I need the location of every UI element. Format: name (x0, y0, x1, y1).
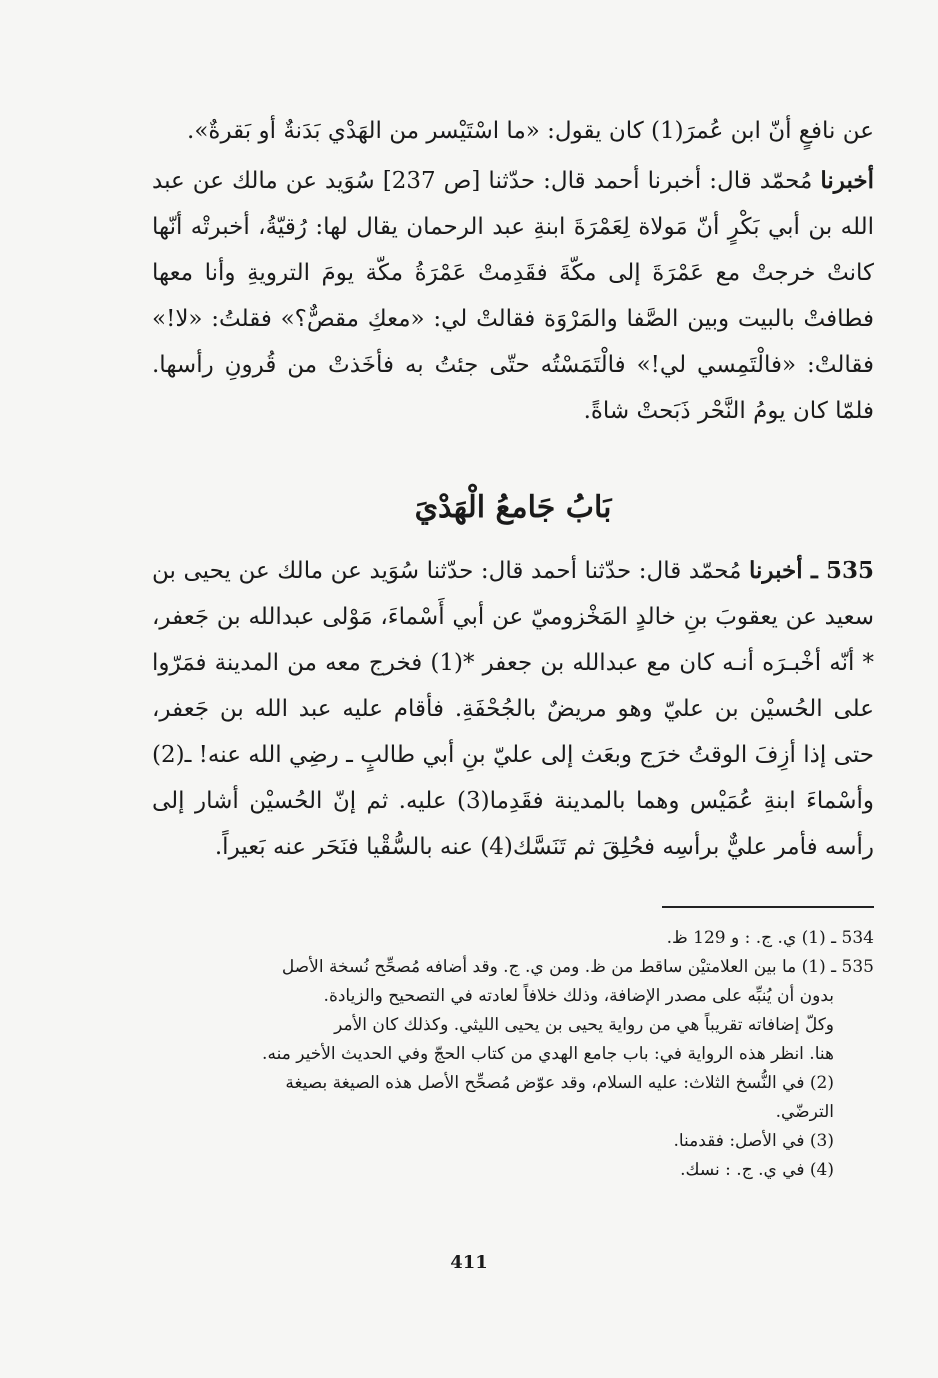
intro-line: عن نافعٍ أنّ ابن عُمرَ(1) كان يقول: «ما اسْتَيْسر من الهَدْي بَدَنةٌ أو بَقرةٌ». (187, 118, 874, 144)
footnote-line: (4) في ي. ج. : نسك. (680, 1160, 834, 1180)
section-title: بَابُ جَامعُ الْهَدْيَ (414, 490, 612, 525)
paragraph-535 (152, 548, 874, 870)
footnote-line: 534 ـ (1) ي. ج. : و 129 ظ. (666, 928, 874, 948)
hadith-number: 535 (825, 557, 874, 584)
footnote-separator (662, 906, 874, 908)
footnote-line: (3) في الأصل: فقدمنا. (673, 1131, 834, 1151)
footnote-line: هنا. انظر هذه الرواية في: باب جامع الهدي من كتاب الحجّ وفي الحديث الأخير منه. (262, 1044, 834, 1064)
paragraph-text: مُحمّد قال: حدّثنا أحمد قال: حدّثنا سُوَيد عن مالك عن يحيى بن سعيد عن يعقوبَ بنِ خالدٍ المَخْزوميّ عن أبي أَسْماءَ، مَوْلى عبدالله بن جَعفر، * أنّه أخْبـرَه أنـه كان مع عبدالله بن جعفر *(1) فخرج معه من المدينة فمَرّوا على الحُسيْن بن عليّ وهو مريضٌ بالجُحْفَةِ. فأقام عليه عبد الله بن جَعفر، حتى إذا أزِفَ الوقتُ خرَج وبعَث إلى عليّ بنِ أبي طالبٍ ـ رضِي الله عنه! ـ(2) وأسْماءَ ابنةِ عُمَيْس وهما بالمدينة فقَدِما(3) عليه. ثم إنّ الحُسيْن أشار إلى رأسه فأمر عليٌّ برأسِه فحُلِقَ ثم تَنَسَّك(4) عنه بالسُّقْيا فنَحَر عنه بَعيراً. (152, 558, 875, 860)
main-text (152, 108, 874, 870)
paragraph-label: أخبرنا (820, 167, 875, 194)
paragraph-text: مُحمّد قال: أخبرنا أحمد قال: حدّثنا [ص 237] سُوَيد عن مالك عن عبد الله بن أبي بَكْرٍ أنّ مَولاة لِعَمْرَةَ ابنةِ عبد الرحمان يقال لها: رُقيّةُ، أخبرتْه أنّها كانتْ خرجتْ مع عَمْرَةَ إلى مكّةَ فقَدِمتْ عَمْرَةُ مكّة يومَ الترويةِ وأنا معها فطافتْ بالبيت وبين الصَّفا والمَرْوَة فقالتْ لي: «معكِ مقصٌّ؟» فقلتُ: «لا!» فقالتْ: «فالْتَمِسي لي!» فالْتَمَسْتُه حتّى جئتُ به فأخَذتْ من قُرونِ رأسها. فلمّا كان يومُ النَّحْر ذَبَحتْ شاةً. (152, 168, 874, 424)
footnotes (152, 924, 874, 1185)
footnote-line: الترضّي. (775, 1102, 834, 1122)
footnote-line: 535 ـ (1) ما بين العلامتيْن ساقط من ظ. ومن ي. ج. وقد أضافه مُصحِّح نُسخة الأصل (281, 957, 874, 977)
paragraph-534-cont (152, 158, 874, 434)
footnote-line: (2) في النُّسخ الثلاث: عليه السلام، وقد عوّض مُصحِّح الأصل هذه الصيغة بصيغة (285, 1073, 834, 1093)
page-number: 411 (450, 1252, 488, 1273)
footnote-line: بدون أن يُنبِّه على مصدر الإضافة، وذلك خلافاً لعادته في التصحيح والزيادة. (323, 986, 834, 1006)
footnote-line: وكلّ إضافاته تقريباً هي من رواية يحيى بن يحيى الليثي. وكذلك كان الأمر (334, 1015, 834, 1035)
paragraph-label: ـ أخبرنا (749, 557, 826, 584)
